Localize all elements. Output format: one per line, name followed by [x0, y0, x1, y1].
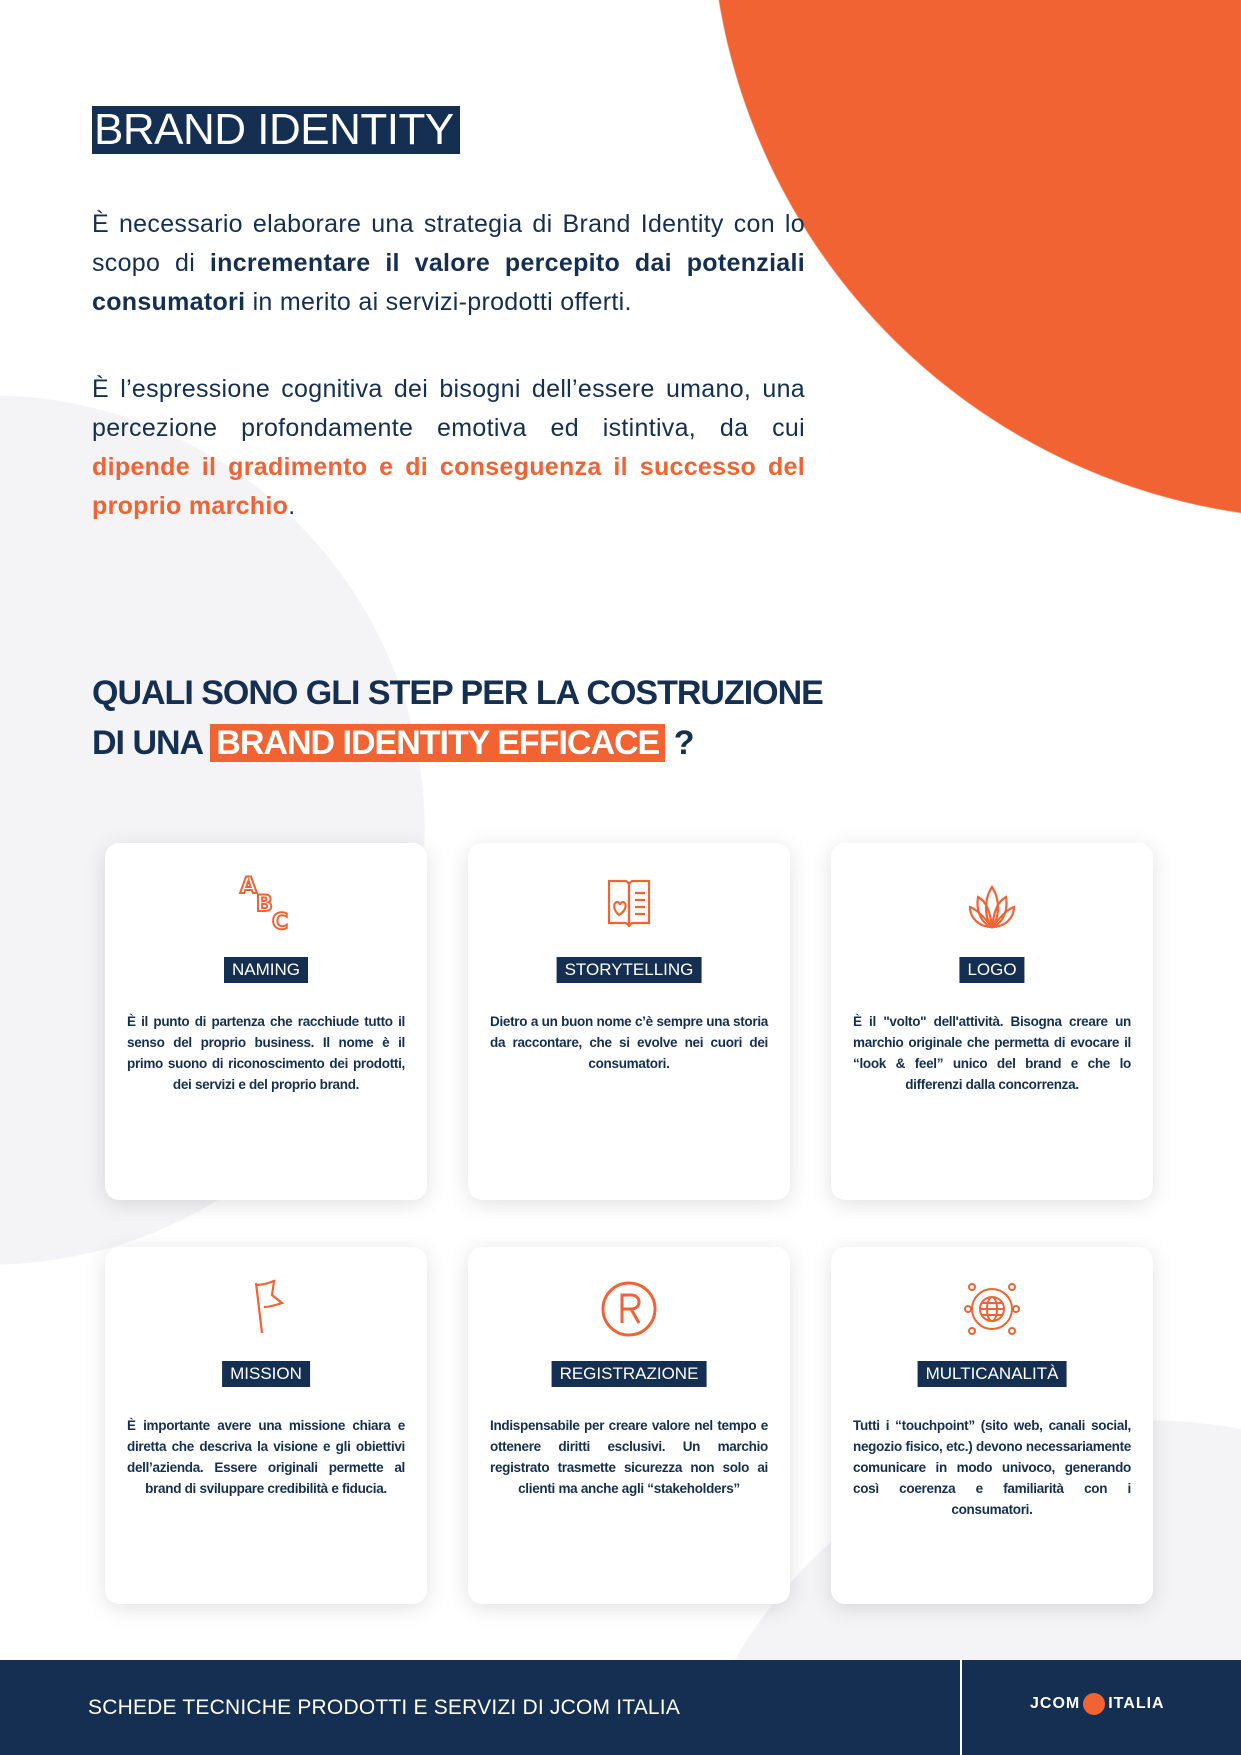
registered-icon	[599, 1273, 659, 1339]
card-mission	[105, 1247, 427, 1604]
card-naming	[105, 843, 427, 1200]
card-text: È importante avere una missione chiara e diretta che descriva la visione e gli obiettivi dell’azienda. Essere originali permette al brand di sviluppare credibilità e fiducia.	[127, 1418, 405, 1496]
card-text: Tutti i “touchpoint” (sito web, canali social, negozio fisico, etc.) devono necessariamente comunicare in modo univoco, generando così coerenza e familiarità con i consumatori.	[853, 1418, 1131, 1517]
card-label: STORYTELLING	[557, 957, 702, 983]
text: .	[288, 492, 296, 520]
card-text: È il "volto" dell'attività. Bisogna creare un marchio originale che permetta di evocare il “look & feel” unico del brand e che lo differenzi dalla concorrenza.	[853, 1014, 1131, 1092]
logo-dot	[1083, 1693, 1105, 1715]
heading-line: QUALI SONO GLI STEP PER LA COSTRUZIONE	[92, 674, 823, 712]
footer	[0, 1660, 1241, 1755]
card-text: Indispensabile per creare valore nel tempo e ottenere diritti esclusivi. Un marchio registrato trasmette sicurezza non solo ai clienti ma anche agli “stakeholders”	[490, 1418, 768, 1496]
bold-text: incrementare il valore percepito dai potenziali consumatori	[92, 249, 806, 316]
text: in merito ai servizi-prodotti offerti.	[245, 288, 632, 316]
logo-text: JCOM	[1030, 1695, 1081, 1712]
footer-text: SCHEDE TECNICHE PRODOTTI E SERVIZI DI JCOM ITALIA	[88, 1696, 681, 1719]
card-label: MULTICANALITÀ	[918, 1361, 1067, 1387]
text: È necessario elaborare una strategia di Brand Identity con lo scopo di	[92, 210, 805, 277]
lotus-icon	[962, 869, 1022, 935]
footer-divider	[960, 1660, 962, 1755]
card-label: MISSION	[222, 1361, 310, 1387]
open-book-heart-icon	[599, 869, 659, 935]
text: È l’espressione cognitiva dei bisogni dell’essere umano, una percezione profondamente emotiva ed istintiva, da cui	[92, 375, 805, 442]
flag-icon	[236, 1273, 296, 1339]
jcom-italia-logo	[1030, 1693, 1165, 1715]
card-label: REGISTRAZIONE	[552, 1361, 707, 1387]
svg-text:A: A	[240, 874, 258, 899]
page-title: BRAND IDENTITY	[92, 106, 460, 154]
globe-network-icon	[962, 1273, 1022, 1339]
card-text: È il punto di partenza che racchiude tutto il senso del proprio business. Il nome è il primo suono di riconoscimento dei prodotti, dei servizi e del proprio brand.	[127, 1014, 405, 1092]
text: ?	[665, 724, 694, 762]
svg-text:B: B	[256, 892, 273, 917]
abc-icon	[236, 869, 296, 935]
intro-paragraph	[92, 205, 805, 322]
card-logo	[831, 843, 1153, 1200]
highlight-text: dipende il gradimento e di conseguenza il successo del proprio marchio	[92, 453, 805, 520]
card-label: NAMING	[224, 957, 308, 983]
card-multicanalita	[831, 1247, 1153, 1604]
heading-highlight: BRAND IDENTITY EFFICACE	[210, 724, 665, 762]
logo-text: ITALIA	[1108, 1695, 1165, 1712]
second-paragraph	[92, 370, 805, 526]
card-text: Dietro a un buon nome c’è sempre una storia da raccontare, che si evolve nei cuori dei consumatori.	[490, 1014, 768, 1071]
heading-line	[92, 718, 992, 768]
card-registrazione	[468, 1247, 790, 1604]
card-label: LOGO	[959, 957, 1024, 983]
svg-text:C: C	[272, 910, 289, 935]
card-storytelling	[468, 843, 790, 1200]
section-heading	[92, 668, 992, 768]
text: DI UNA	[92, 724, 211, 762]
